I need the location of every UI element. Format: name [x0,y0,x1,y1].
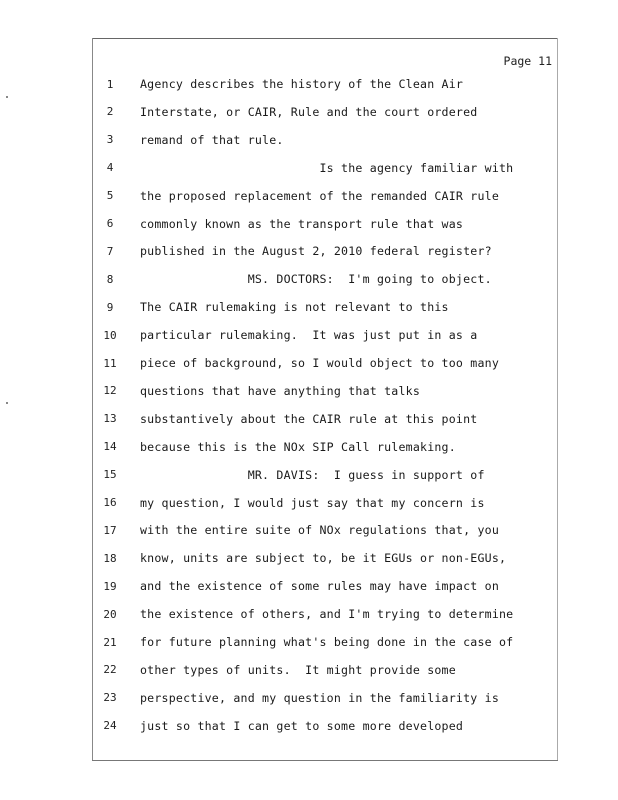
line-number: 21 [103,635,117,649]
line-text: substantively about the CAIR rule at this point [140,411,478,426]
transcript-line [98,126,556,154]
page-number-label: Page 11 [503,54,552,68]
line-number: 17 [103,523,117,537]
line-text: because this is the NOx SIP Call rulemaking. [140,439,456,454]
line-text: Is the agency familiar with [140,160,514,175]
line-number: 3 [106,133,114,147]
line-text: know, units are subject to, be it EGUs or non-EGUs, [140,551,507,566]
line-number: 20 [103,607,117,621]
line-text: published in the August 2, 2010 federal register? [140,244,492,259]
line-number: 8 [106,272,114,286]
line-text: the existence of others, and I'm trying to determine [140,607,514,622]
transcript-line [98,210,556,238]
transcript-line [98,572,556,600]
line-number: 18 [103,551,117,565]
transcript-line [98,656,556,684]
line-number: 16 [103,496,117,509]
line-number: 4 [106,161,114,175]
line-number: 13 [103,412,117,426]
line-text: particular rulemaking. It was just put in as a [140,328,478,343]
line-number: 15 [103,468,117,482]
line-text: MS. DOCTORS: I'm going to object. [140,272,492,287]
transcript-line [98,712,556,740]
transcript-line [98,182,556,210]
transcript-line [98,237,556,265]
line-text: my question, I would just say that my concern is [140,495,485,510]
transcript-line [98,628,556,656]
line-number: 9 [106,300,114,314]
line-text: Agency describes the history of the Clean Air [140,77,464,91]
line-number: 19 [103,579,117,593]
line-number: 14 [103,440,117,454]
bottom-border-rule [92,760,558,761]
line-number: 6 [106,217,114,230]
line-number: 10 [103,328,117,342]
transcript-line [98,377,556,405]
line-text: and the existence of some rules may have impact on [140,579,500,594]
transcript-line [98,98,556,126]
transcript-line [98,154,556,182]
transcript-line [98,265,556,293]
transcript-line [98,349,556,377]
transcript-line [98,321,556,349]
transcript-line [98,544,556,572]
transcript-line [98,684,556,712]
transcript-line [98,600,556,628]
line-text: questions that have anything that talks [140,383,421,398]
line-number: 24 [103,719,117,733]
line-text: for future planning what's being done in the case of [140,635,514,649]
line-number: 7 [106,244,114,258]
line-number: 22 [103,663,117,677]
line-text: the proposed replacement of the remanded CAIR rule [140,188,500,203]
line-text: just so that I can get to some more developed [140,718,464,733]
left-margin-rule [92,38,93,760]
transcript-line [98,516,556,544]
line-text: piece of background, so I would object to too many [140,356,500,370]
line-text: Interstate, or CAIR, Rule and the court ordered [140,104,478,119]
top-border-rule [92,38,558,39]
line-text: commonly known as the transport rule that was [140,216,464,231]
right-margin-rule [557,38,558,760]
line-number: 11 [103,356,117,370]
line-text: other types of units. It might provide some [140,662,456,677]
line-number: 23 [103,691,117,705]
transcript-line [98,489,556,517]
line-number: 12 [103,384,117,398]
transcript-line [98,293,556,321]
line-number: 5 [106,189,114,203]
transcript-line [98,433,556,461]
line-text: MR. DAVIS: I guess in support of [140,467,485,482]
transcript-line [98,405,556,433]
transcript-line [98,461,556,489]
scan-speck [6,402,8,404]
line-text: remand of that rule. [140,132,284,147]
line-text: perspective, and my question in the familiarity is [140,690,500,705]
line-text: with the entire suite of NOx regulations that, you [140,523,500,538]
line-number: 1 [106,77,114,91]
scan-speck [6,96,8,98]
line-text: The CAIR rulemaking is not relevant to this [140,300,449,315]
line-number: 2 [106,105,114,119]
transcript-line [98,70,556,98]
